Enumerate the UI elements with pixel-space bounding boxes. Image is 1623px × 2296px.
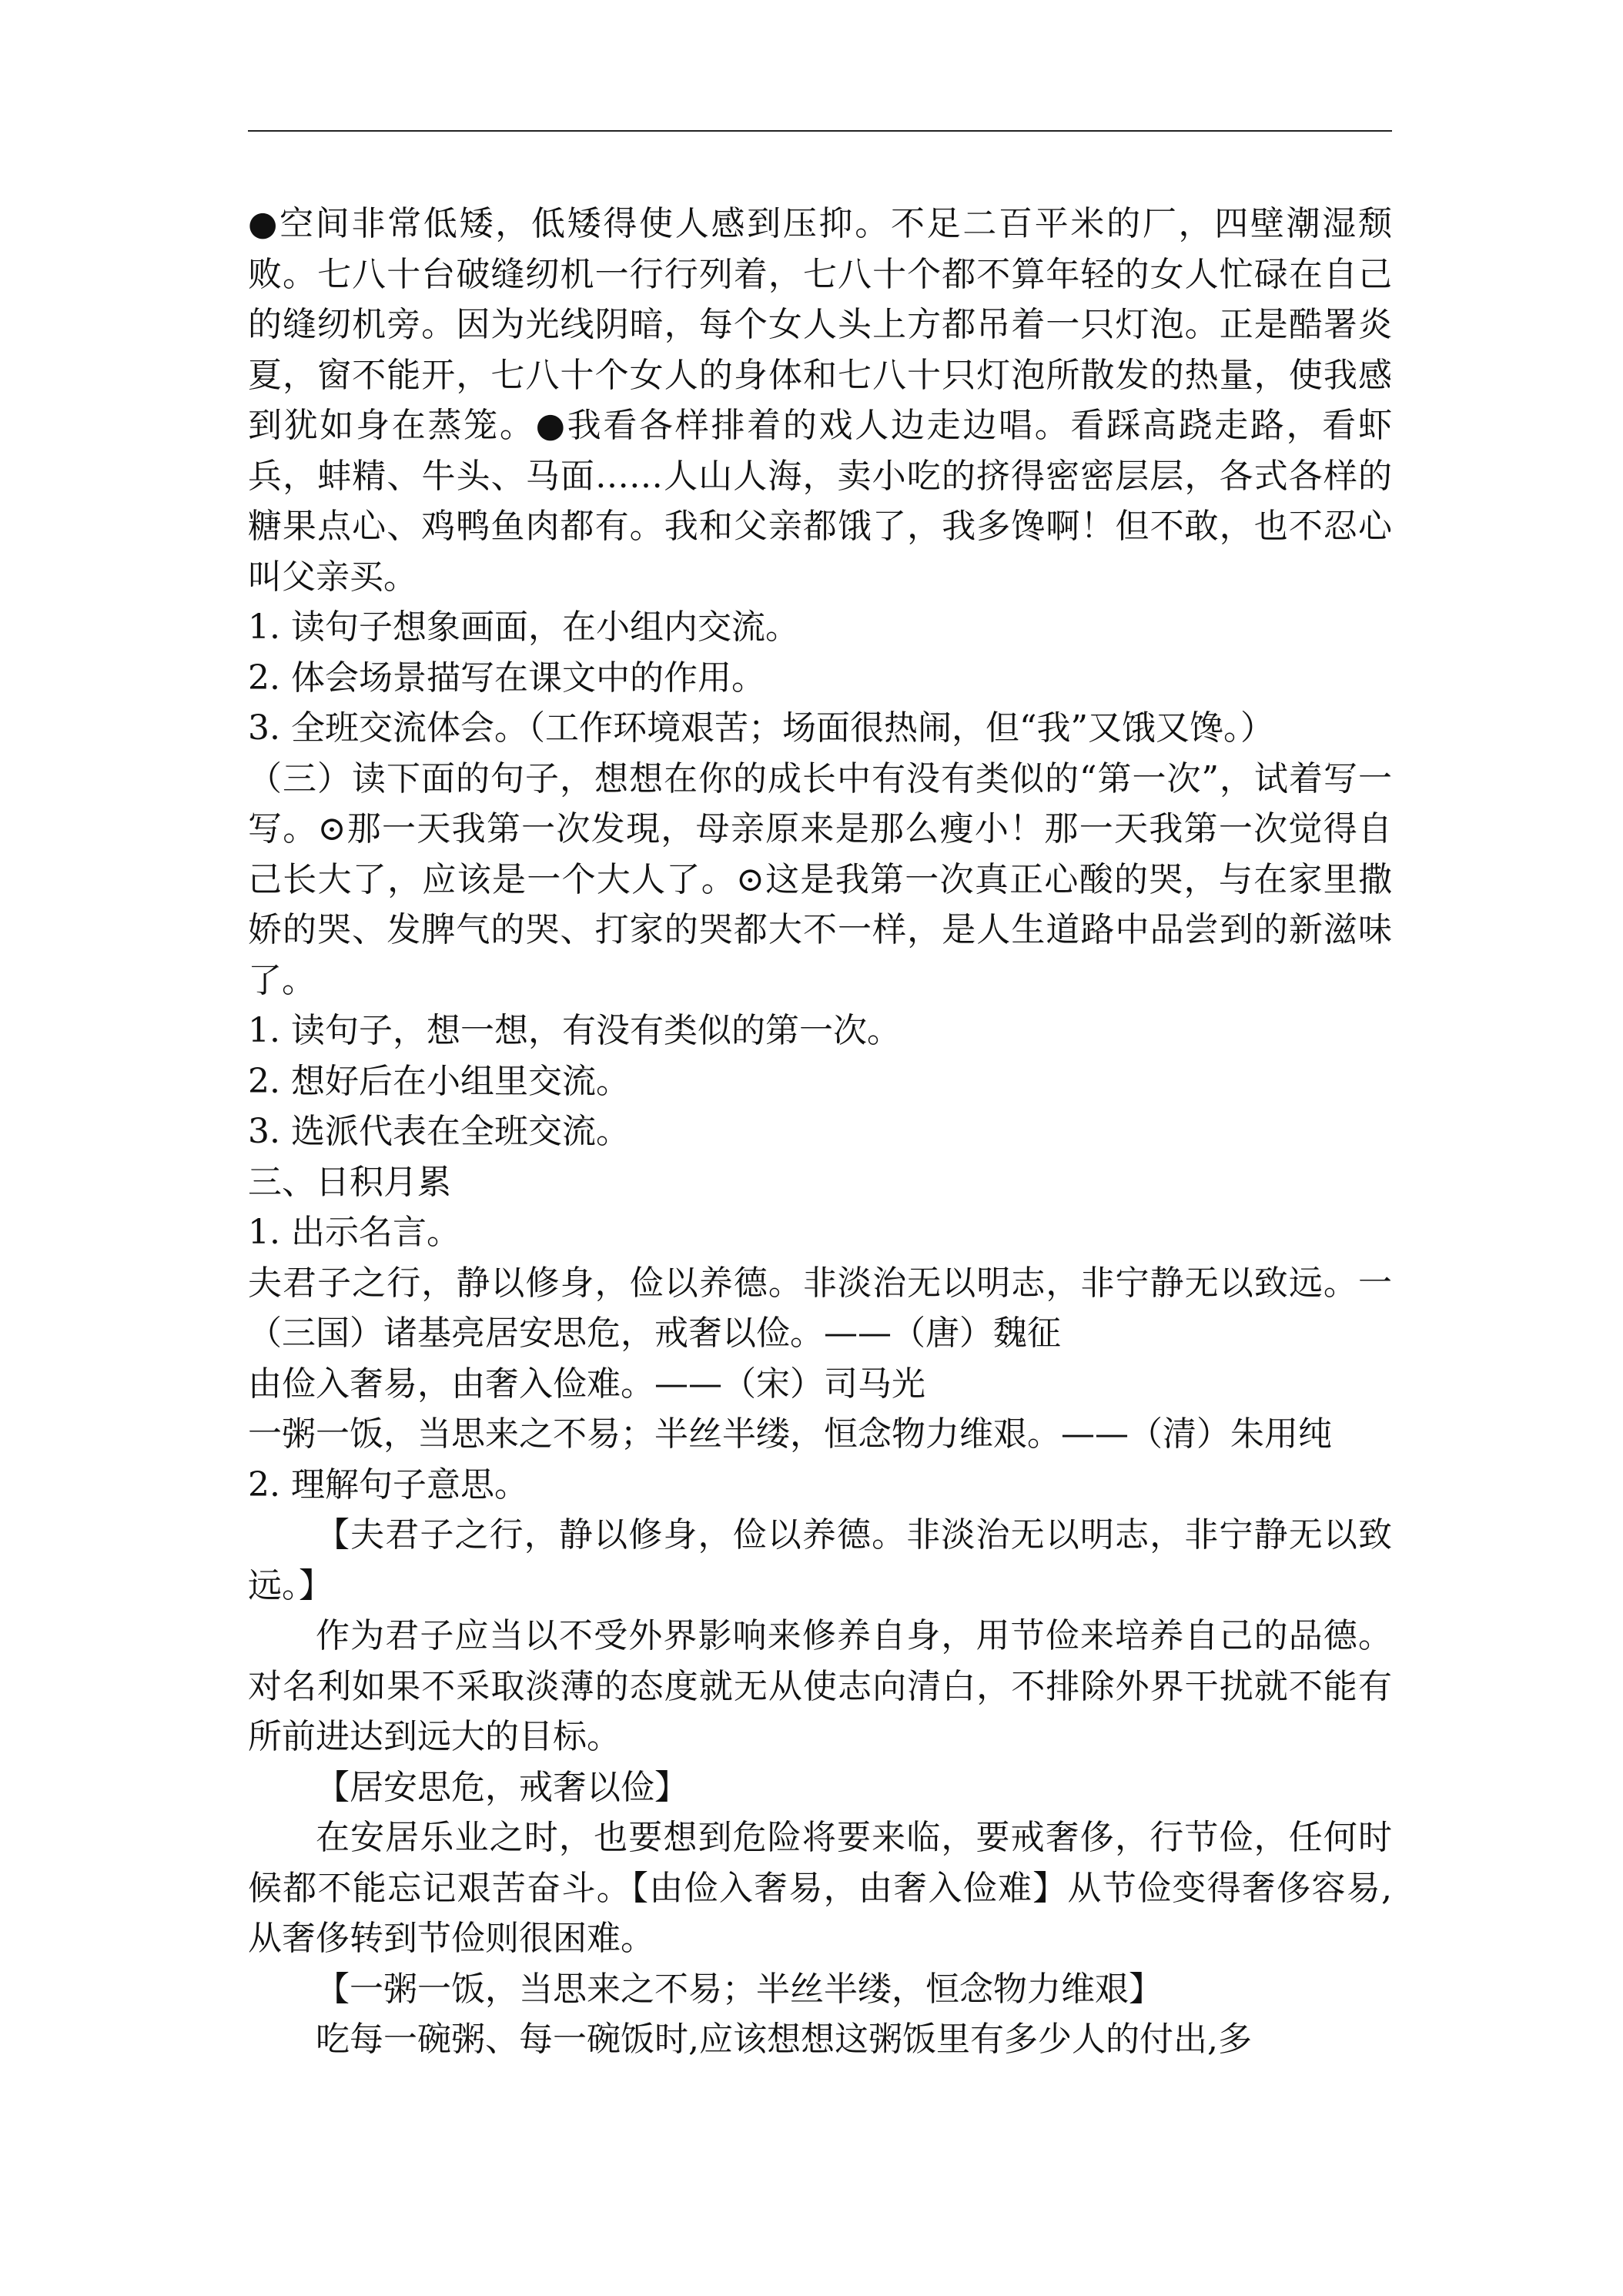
quotes-paragraph: 夫君子之行，静以修身，俭以养德。非淡治无以明志，非宁静无以致远。一（三国）诸基亮居安思危，戒奢以俭。——（唐）魏征 — [248, 1263, 1392, 1353]
paragraph-scene-description: ●空间非常低矮，低矮得使人感到压抑。不足二百平米的厂，四壁潮湿颓败。七八十台破缝纫机一行行列着，七八十个都不算年轻的女人忙碌在自己的缝纫机旁。因为光线阴暗，每个女人头上方都吊着一只灯泡。正是酷署炎夏，窗不能开，七八十个女人的身体和七八十只灯泡所散发的热量，使我感到犹如身在蒸笼。●我看各样排着的戏人边走边唱。看踩高跷走路，看虾兵，蚌精、牛头、马面……人山人海，卖小吃的挤得密密层层，各式各样的糖果点心、鸡鸭鱼肉都有。我和父亲都饿了，我多馋啊！但不敢，也不忍心叫父亲买。 — [248, 204, 1392, 597]
list-item-3: 3. 选派代表在全班交流。 — [248, 1112, 630, 1151]
quote-heading: 【一粥一饭，当思来之不易；半丝半缕，恒念物力维艰】 — [316, 1969, 1163, 2009]
list-item-2: 2. 想好后在小组里交流。 — [248, 1061, 630, 1101]
quote-heading: 【居安思危，戒奢以俭】 — [316, 1767, 688, 1807]
list-item-1: 1. 读句子想象画面，在小组内交流。 — [248, 607, 799, 647]
explanation-paragraph: 吃每一碗粥、每一碗饭时,应该想想这粥饭里有多少人的付出,多 — [316, 2020, 1252, 2059]
list-item-2: 2. 理解句子意思。 — [248, 1464, 528, 1504]
quote-line: 由俭入奢易，由奢入俭难。——（宋）司马光 — [248, 1364, 925, 1404]
document-body — [248, 199, 1392, 2065]
quote-heading: 【夫君子之行，静以修身，俭以养德。非淡治无以明志，非宁静无以致远。】 — [248, 1515, 1392, 1605]
list-item-3: 3. 全班交流体会。（工作环境艰苦；场面很热闹，但“我”又饿又馋。） — [248, 708, 1274, 748]
header-rule — [248, 130, 1392, 132]
explanation-paragraph: 在安居乐业之时，也要想到危险将要来临，要戒奢侈，行节俭，任何时候都不能忘记艰苦奋斗。【由俭入奢易，由奢入俭难】从节俭变得奢侈容易,从奢侈转到节俭则很困难。 — [248, 1818, 1392, 1958]
section-three-prompt: （三）读下面的句子，想想在你的成长中有没有类似的“第一次”，试着写一写。⊙那一天我第一次发現，母亲原来是那么瘦小！那一天我第一次觉得自己长大了，应该是一个大人了。⊙这是我第一次真正心酸的哭，与在家里撒娇的哭、发脾气的哭、打家的哭都大不一样，是人生道路中品尝到的新滋味了。 — [248, 758, 1392, 1000]
list-item-1: 1. 读句子，想一想，有没有类似的第一次。 — [248, 1011, 901, 1050]
explanation-paragraph: 作为君子应当以不受外界影响来修养自身，用节俭来培养自己的品德。对名利如果不采取淡薄的态度就无从使志向清白，不排除外界干扰就不能有所前进达到远大的目标。 — [248, 1616, 1392, 1756]
section-heading: 三、日积月累 — [248, 1162, 451, 1202]
list-item-2: 2. 体会场景描写在课文中的作用。 — [248, 658, 765, 698]
list-item-1: 1. 出示名言。 — [248, 1213, 460, 1252]
quote-line: 一粥一饭，当思来之不易；半丝半缕，恒念物力维艰。——（清）朱用纯 — [248, 1414, 1332, 1454]
